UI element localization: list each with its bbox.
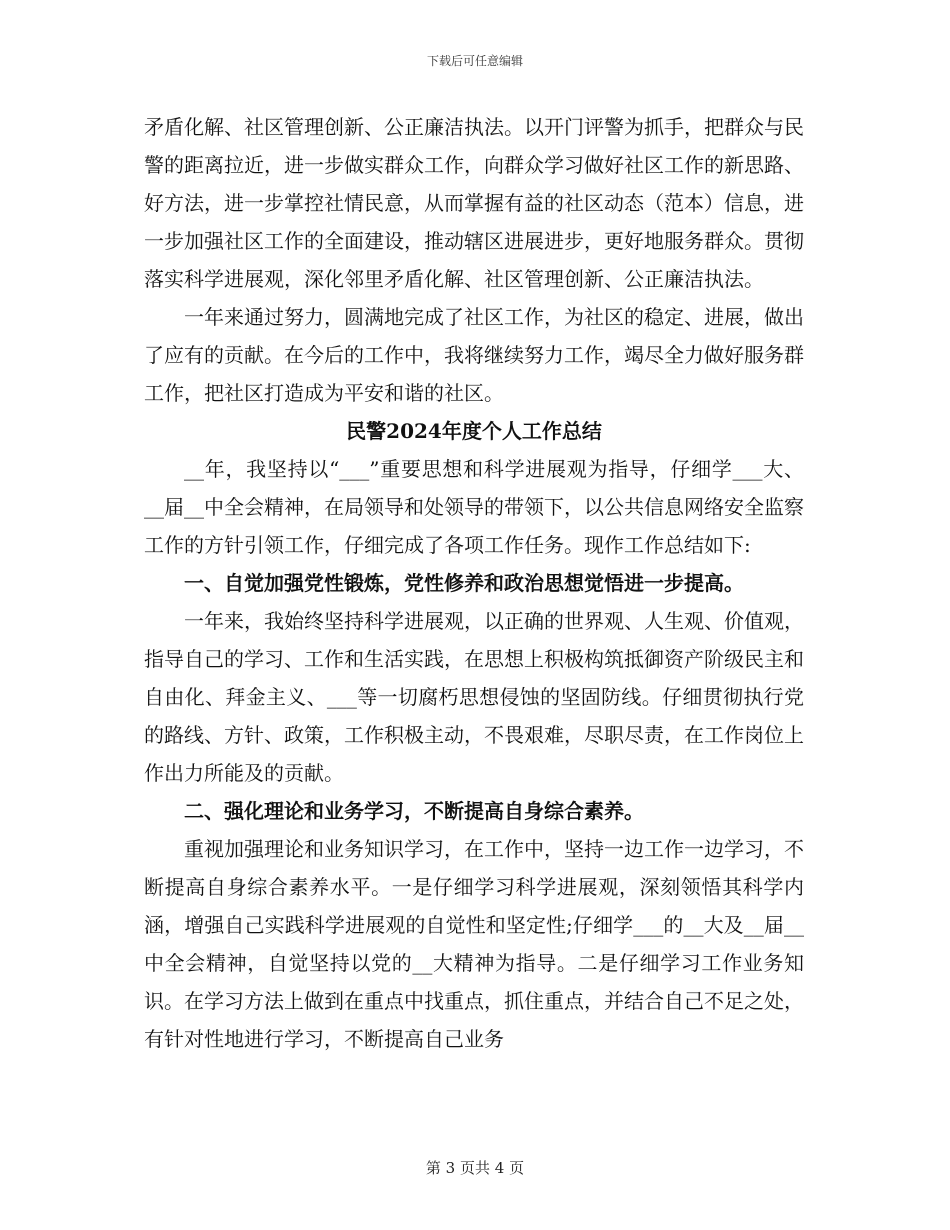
section-heading-1: 一、自觉加强党性锻炼，党性修养和政治思想觉悟进一步提高。 <box>184 571 744 595</box>
paragraph-intro: __年，我坚持以“___”重要思想和科学进展观为指导，仔细学___大、__届__中全会精神，在局领导和处领导的带领下，以公共信息网络安全监察工作的方针引领工作，仔细完成了各项工作任务。现作工作总结如下: <box>144 457 804 557</box>
page-number: 第 3 页共 4 页 <box>425 1159 525 1177</box>
paragraph-community-summary: 一年来通过努力，圆满地完成了社区工作，为社区的稳定、进展，做出了应有的贡献。在今后的工作中，我将继续努力工作，竭尽全力做好服务群工作，把社区打造成为平安和谐的社区。 <box>144 305 804 405</box>
paragraph-party-discipline: 一年来，我始终坚持科学进展观，以正确的世界观、人生观、价值观，指导自己的学习、工作和生活实践，在思想上积极构筑抵御资产阶级民主和自由化、拜金主义、___等一切腐朽思想侵蚀的坚固防线。仔细贯彻执行党的路线、方针、政策，工作积极主动，不畏艰难，尽职尽责，在工作岗位上作出力所能及的贡献。 <box>144 609 804 785</box>
header-note: 下载后可任意编辑 <box>426 54 523 68</box>
paragraph-continuation: 矛盾化解、社区管理创新、公正廉洁执法。以开门评警为抓手，把群众与民警的距离拉近，进一步做实群众工作，向群众学习做好社区工作的新思路、好方法，进一步掌控社情民意，从而掌握有益的社区动态（范本）信息，进一步加强社区工作的全面建设，推动辖区进展进步，更好地服务群众。贯彻落实科学进展观，深化邻里矛盾化解、社区管理创新、公正廉洁执法。 <box>144 115 804 291</box>
document-title: 民警2024年度个人工作总结 <box>346 419 602 443</box>
document-body <box>144 108 804 1058</box>
section-heading-2: 二、强化理论和业务学习，不断提高自身综合素养。 <box>184 799 644 823</box>
paragraph-study: 重视加强理论和业务知识学习，在工作中，坚持一边工作一边学习，不断提高自身综合素养水平。一是仔细学习科学进展观，深刻领悟其科学内涵，增强自己实践科学进展观的自觉性和坚定性;仔细学___的__大及__届__中全会精神，自觉坚持以党的__大精神为指导。二是仔细学习工作业务知识。在学习方法上做到在重点中找重点，抓住重点，并结合自己不足之处，有针对性地进行学习，不断提高自己业务 <box>144 837 804 1051</box>
